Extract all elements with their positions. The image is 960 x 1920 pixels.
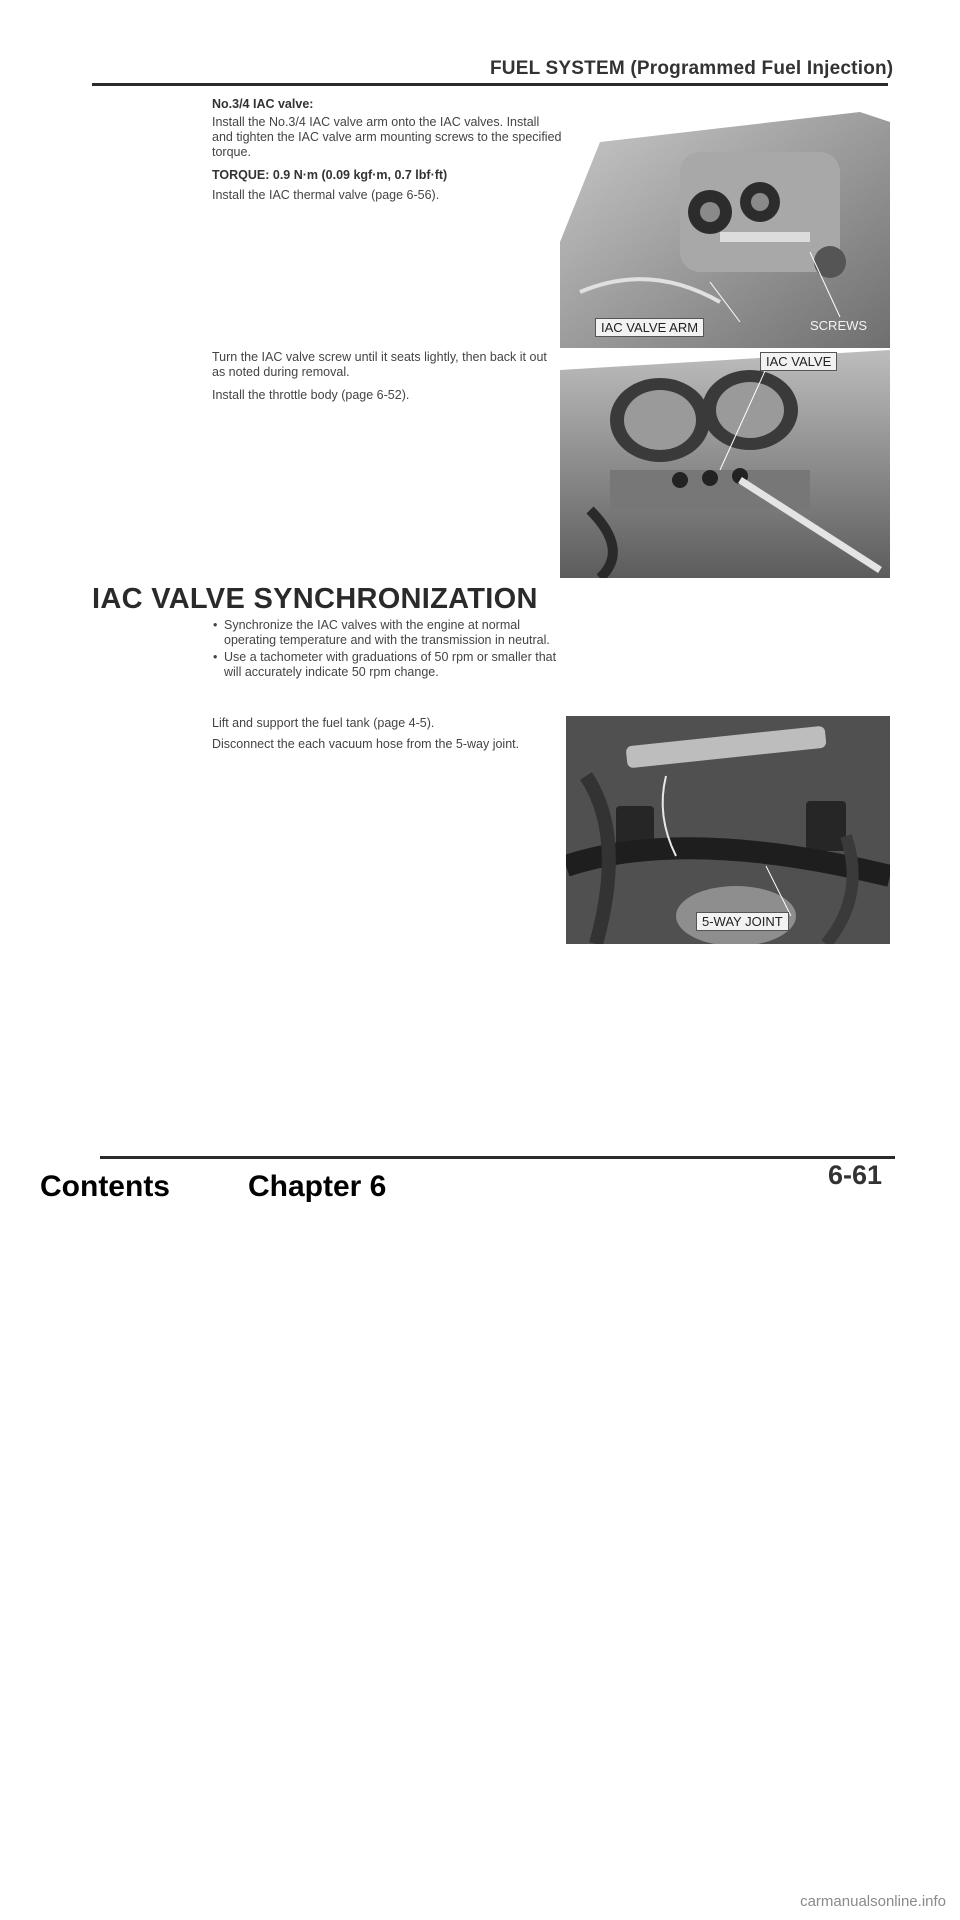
contents-link[interactable]: Contents <box>40 1170 170 1203</box>
watermark: carmanualsonline.info <box>800 1893 946 1910</box>
section-heading: IAC VALVE SYNCHRONIZATION <box>92 583 538 615</box>
sync-notes-list <box>212 618 562 682</box>
chapter-6-link[interactable]: Chapter 6 <box>248 1170 387 1203</box>
page-header-title: FUEL SYSTEM (Programmed Fuel Injection) <box>490 58 894 79</box>
torque-spec: TORQUE: 0.9 N·m (0.09 kgf·m, 0.7 lbf·ft) <box>212 168 448 182</box>
label-iac-valve: IAC VALVE <box>760 352 837 371</box>
sync-paragraph-2: Disconnect the each vacuum hose from the 5-way joint. <box>212 737 520 751</box>
install-paragraph-4: Install the throttle body (page 6-52). <box>212 388 410 402</box>
figure-5-way-joint <box>566 716 890 944</box>
figure-5-way-joint-photo <box>566 716 890 944</box>
install-subheading: No.3/4 IAC valve: <box>212 97 314 111</box>
figure-iac-valve-photo <box>560 350 890 578</box>
figure-iac-valve <box>560 350 890 578</box>
figure-iac-valve-arm-photo <box>560 112 890 348</box>
label-5-way-joint: 5-WAY JOINT <box>696 912 789 931</box>
install-paragraph-1: Install the No.3/4 IAC valve arm onto the IAC valves. Install and tighten the IAC valve arm mounting screws to the specified torque. <box>212 115 562 159</box>
install-paragraph-2: Install the IAC thermal valve (page 6-56). <box>212 188 440 202</box>
sync-note-1: • Synchronize the IAC valves with the engine at normal operating temperature and with the transmission in neutral. <box>212 618 562 648</box>
label-screws: SCREWS <box>810 318 868 333</box>
footer-rule <box>100 1156 895 1159</box>
sync-paragraph-1: Lift and support the fuel tank (page 4-5). <box>212 716 435 730</box>
figure-iac-valve-arm <box>560 112 890 348</box>
label-iac-valve-arm: IAC VALVE ARM <box>595 318 704 337</box>
page-number: 6-61 <box>828 1160 883 1190</box>
sync-note-2: • Use a tachometer with graduations of 50 rpm or smaller that will accurately indicate 50 rpm change. <box>212 650 562 680</box>
header-rule <box>92 83 888 86</box>
install-paragraph-3: Turn the IAC valve screw until it seats lightly, then back it out as noted during removal. <box>212 350 547 379</box>
